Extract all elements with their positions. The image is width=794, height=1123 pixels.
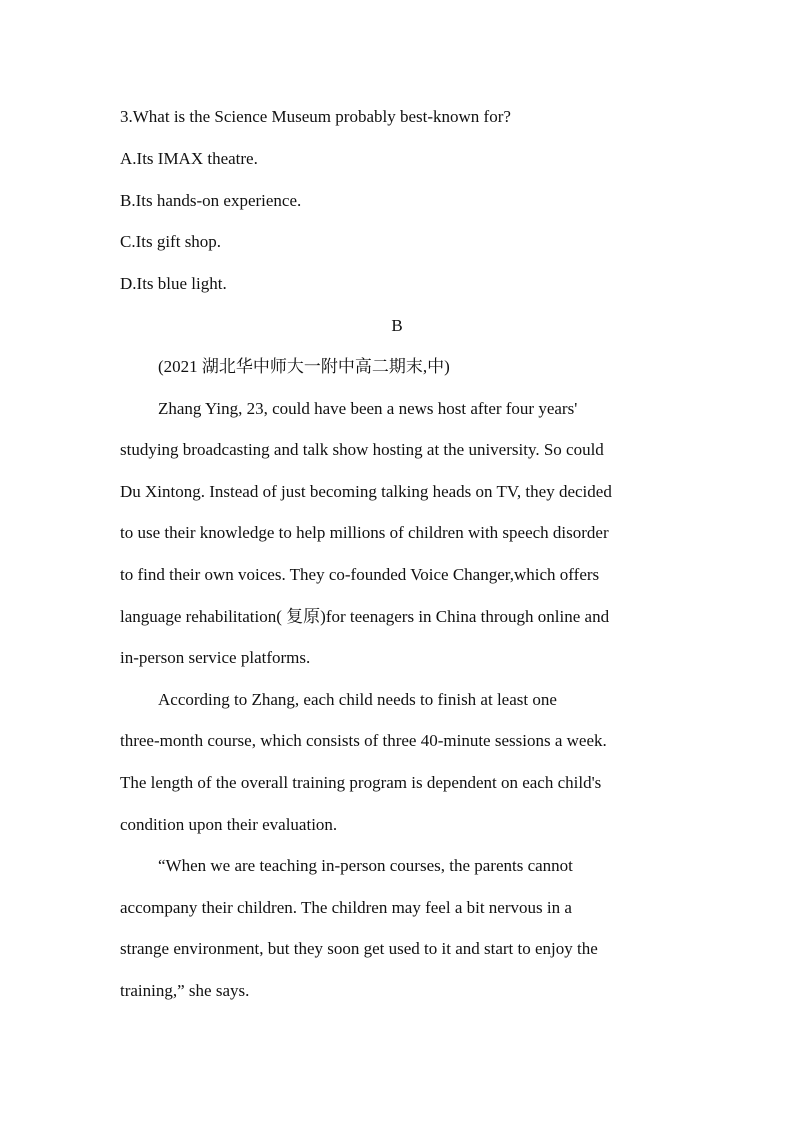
- option-b: B.Its hands-on experience.: [120, 191, 302, 210]
- passage-line: three-month course, which consists of three 40-minute sessions a week.: [120, 731, 607, 750]
- section-heading: B: [391, 316, 403, 335]
- question-stem: 3.What is the Science Museum probably best-known for?: [120, 107, 511, 126]
- passage-line: strange environment, but they soon get used to it and start to enjoy the: [120, 939, 598, 958]
- source-note: (2021 湖北华中师大一附中高二期末,中): [158, 357, 450, 376]
- passage-line: condition upon their evaluation.: [120, 815, 338, 834]
- passage-line: language rehabilitation( 复原)for teenagers in China through online and: [120, 607, 610, 626]
- passage-line: in-person service platforms.: [120, 648, 311, 667]
- passage-line: studying broadcasting and talk show hosting at the university. So could: [120, 440, 604, 459]
- passage-line: to use their knowledge to help millions of children with speech disorder: [120, 523, 609, 542]
- passage-line: accompany their children. The children may feel a bit nervous in a: [120, 898, 572, 917]
- option-d: D.Its blue light.: [120, 274, 227, 293]
- passage-line: “When we are teaching in-person courses, the parents cannot: [158, 856, 573, 875]
- passage-line: The length of the overall training program is dependent on each child's: [120, 773, 602, 792]
- passage-line: Zhang Ying, 23, could have been a news host after four years': [158, 399, 578, 418]
- passage-line: Du Xintong. Instead of just becoming talking heads on TV, they decided: [120, 482, 612, 501]
- passage-line: to find their own voices. They co-founded Voice Changer,which offers: [120, 565, 600, 584]
- passage-line: training,” she says.: [120, 981, 250, 1000]
- passage-line: According to Zhang, each child needs to finish at least one: [158, 690, 557, 709]
- option-a: A.Its IMAX theatre.: [120, 149, 258, 168]
- option-c: C.Its gift shop.: [120, 232, 222, 251]
